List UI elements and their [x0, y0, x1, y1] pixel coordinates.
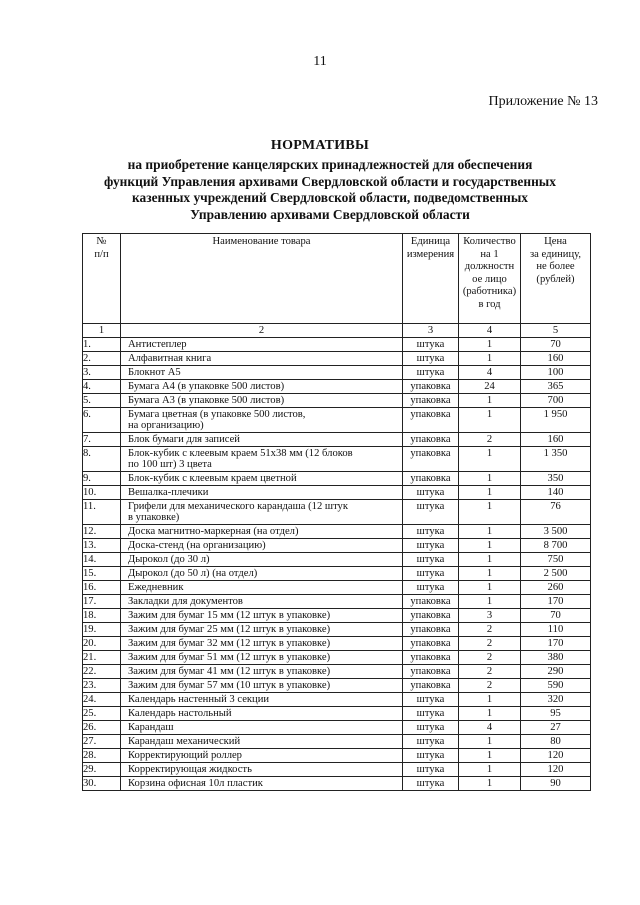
row-number: 17. [83, 595, 121, 609]
item-unit: штука [403, 777, 459, 791]
row-number: 16. [83, 581, 121, 595]
item-name: Бумага цветная (в упаковке 500 листов, на организацию) [121, 408, 403, 433]
table-row [83, 693, 591, 707]
header-name: Наименование товара [121, 234, 403, 324]
column-number: 1 [83, 324, 121, 338]
row-number: 5. [83, 394, 121, 408]
table-row [83, 749, 591, 763]
item-unit: штука [403, 763, 459, 777]
item-name: Блок бумаги для записей [121, 433, 403, 447]
item-name: Блок-кубик с клеевым краем цветной [121, 472, 403, 486]
item-name: Антистеплер [121, 338, 403, 352]
row-number: 8. [83, 447, 121, 472]
item-name: Карандаш механический [121, 735, 403, 749]
item-quantity: 2 [459, 665, 521, 679]
item-unit: штука [403, 553, 459, 567]
subtitle-line: функций Управления архивами Свердловской области и государственных [104, 173, 556, 189]
table-row [83, 338, 591, 352]
item-price: 70 [521, 338, 591, 352]
header-qty: Количество на 1 должностн ое лицо (работника) в год [459, 234, 521, 324]
item-price: 290 [521, 665, 591, 679]
row-number: 4. [83, 380, 121, 394]
item-quantity: 4 [459, 721, 521, 735]
item-unit: упаковка [403, 637, 459, 651]
table-row [83, 623, 591, 637]
item-price: 3 500 [521, 525, 591, 539]
item-unit: штука [403, 707, 459, 721]
item-name: Доска магнитно-маркерная (на отдел) [121, 525, 403, 539]
item-price: 160 [521, 433, 591, 447]
column-number: 5 [521, 324, 591, 338]
item-quantity: 1 [459, 500, 521, 525]
item-price: 380 [521, 651, 591, 665]
item-quantity: 3 [459, 609, 521, 623]
item-quantity: 1 [459, 352, 521, 366]
table-row [83, 651, 591, 665]
table-row [83, 486, 591, 500]
item-unit: штука [403, 581, 459, 595]
item-name: Блок-кубик с клеевым краем 51х38 мм (12 блоков по 100 шт) 3 цвета [121, 447, 403, 472]
item-price: 120 [521, 763, 591, 777]
table-row [83, 394, 591, 408]
item-name: Дырокол (до 50 л) (на отдел) [121, 567, 403, 581]
row-number: 14. [83, 553, 121, 567]
item-quantity: 1 [459, 567, 521, 581]
item-quantity: 1 [459, 525, 521, 539]
item-quantity: 1 [459, 777, 521, 791]
item-unit: штука [403, 721, 459, 735]
item-name: Зажим для бумаг 15 мм (12 штук в упаковке) [121, 609, 403, 623]
row-number: 10. [83, 486, 121, 500]
table-row [83, 380, 591, 394]
item-name: Грифели для механического карандаша (12 штук в упаковке) [121, 500, 403, 525]
item-price: 80 [521, 735, 591, 749]
item-unit: штука [403, 366, 459, 380]
item-name: Зажим для бумаг 57 мм (10 штук в упаковке) [121, 679, 403, 693]
row-number: 19. [83, 623, 121, 637]
item-quantity: 1 [459, 763, 521, 777]
table-row [83, 539, 591, 553]
item-unit: штука [403, 486, 459, 500]
item-quantity: 1 [459, 749, 521, 763]
item-name: Карандаш [121, 721, 403, 735]
item-unit: упаковка [403, 609, 459, 623]
row-number: 9. [83, 472, 121, 486]
item-unit: штука [403, 735, 459, 749]
row-number: 22. [83, 665, 121, 679]
item-name: Корректирующий роллер [121, 749, 403, 763]
row-number: 20. [83, 637, 121, 651]
document-subtitle [60, 157, 600, 223]
subtitle-line: Управлению архивами Свердловской области [190, 206, 470, 222]
item-unit: штука [403, 567, 459, 581]
item-unit: штука [403, 338, 459, 352]
row-number: 11. [83, 500, 121, 525]
item-quantity: 2 [459, 651, 521, 665]
table-row [83, 408, 591, 433]
item-quantity: 2 [459, 679, 521, 693]
item-price: 100 [521, 366, 591, 380]
item-price: 350 [521, 472, 591, 486]
row-number: 27. [83, 735, 121, 749]
item-name: Зажим для бумаг 32 мм (12 штук в упаковке) [121, 637, 403, 651]
row-number: 1. [83, 338, 121, 352]
item-price: 27 [521, 721, 591, 735]
item-unit: упаковка [403, 447, 459, 472]
table-body [83, 338, 591, 791]
item-price: 260 [521, 581, 591, 595]
item-name: Корректирующая жидкость [121, 763, 403, 777]
row-number: 25. [83, 707, 121, 721]
item-price: 700 [521, 394, 591, 408]
item-quantity: 1 [459, 472, 521, 486]
row-number: 26. [83, 721, 121, 735]
item-price: 8 700 [521, 539, 591, 553]
row-number: 18. [83, 609, 121, 623]
item-price: 170 [521, 637, 591, 651]
column-number-row [83, 324, 591, 338]
item-quantity: 24 [459, 380, 521, 394]
item-quantity: 2 [459, 623, 521, 637]
row-number: 30. [83, 777, 121, 791]
table-row [83, 721, 591, 735]
item-price: 750 [521, 553, 591, 567]
table-row [83, 366, 591, 380]
subtitle-line: на приобретение канцелярских принадлежностей для обеспечения [127, 157, 533, 172]
item-unit: упаковка [403, 394, 459, 408]
subtitle-line: казенных учреждений Свердловской области, подведомственных [131, 190, 529, 205]
row-number: 7. [83, 433, 121, 447]
item-price: 1 350 [521, 447, 591, 472]
document-title: НОРМАТИВЫ [270, 138, 370, 153]
item-unit: упаковка [403, 380, 459, 394]
item-price: 1 950 [521, 408, 591, 433]
table-row [83, 500, 591, 525]
item-quantity: 1 [459, 693, 521, 707]
item-name: Календарь настольный [121, 707, 403, 721]
item-quantity: 1 [459, 595, 521, 609]
item-unit: упаковка [403, 433, 459, 447]
item-quantity: 1 [459, 447, 521, 472]
item-quantity: 1 [459, 735, 521, 749]
table-row [83, 447, 591, 472]
item-quantity: 1 [459, 553, 521, 567]
row-number: 15. [83, 567, 121, 581]
column-number: 2 [121, 324, 403, 338]
row-number: 23. [83, 679, 121, 693]
item-name: Зажим для бумаг 25 мм (12 штук в упаковке) [121, 623, 403, 637]
table-row [83, 735, 591, 749]
item-name: Блокнот А5 [121, 366, 403, 380]
item-price: 110 [521, 623, 591, 637]
item-price: 70 [521, 609, 591, 623]
item-price: 95 [521, 707, 591, 721]
item-name: Вешалка-плечики [121, 486, 403, 500]
item-unit: упаковка [403, 651, 459, 665]
table-row [83, 763, 591, 777]
item-unit: упаковка [403, 595, 459, 609]
item-price: 160 [521, 352, 591, 366]
item-unit: штука [403, 500, 459, 525]
table-row [83, 637, 591, 651]
item-unit: штука [403, 352, 459, 366]
item-name: Бумага А3 (в упаковке 500 листов) [121, 394, 403, 408]
row-number: 24. [83, 693, 121, 707]
item-quantity: 1 [459, 486, 521, 500]
item-unit: штука [403, 749, 459, 763]
table-row [83, 433, 591, 447]
column-number: 4 [459, 324, 521, 338]
table-row [83, 777, 591, 791]
table-row [83, 352, 591, 366]
item-price: 365 [521, 380, 591, 394]
column-number: 3 [403, 324, 459, 338]
item-name: Календарь настенный 3 секции [121, 693, 403, 707]
row-number: 21. [83, 651, 121, 665]
item-name: Зажим для бумаг 41 мм (12 штук в упаковке) [121, 665, 403, 679]
item-name: Корзина офисная 10л пластик [121, 777, 403, 791]
row-number: 3. [83, 366, 121, 380]
item-name: Бумага А4 (в упаковке 500 листов) [121, 380, 403, 394]
table-row [83, 707, 591, 721]
item-name: Доска-стенд (на организацию) [121, 539, 403, 553]
item-name: Дырокол (до 30 л) [121, 553, 403, 567]
row-number: 28. [83, 749, 121, 763]
page-number: 11 [313, 54, 327, 69]
row-number: 12. [83, 525, 121, 539]
header-num: № п/п [83, 234, 121, 324]
row-number: 6. [83, 408, 121, 433]
table-row [83, 595, 591, 609]
item-quantity: 1 [459, 581, 521, 595]
item-name: Алфавитная книга [121, 352, 403, 366]
item-price: 590 [521, 679, 591, 693]
item-price: 2 500 [521, 567, 591, 581]
item-name: Закладки для документов [121, 595, 403, 609]
item-quantity: 1 [459, 338, 521, 352]
item-quantity: 2 [459, 637, 521, 651]
item-unit: упаковка [403, 408, 459, 433]
item-quantity: 1 [459, 707, 521, 721]
table-row [83, 472, 591, 486]
table-row [83, 567, 591, 581]
table-row [83, 581, 591, 595]
header-unit: Единица измерения [403, 234, 459, 324]
appendix-label: Приложение № 13 [488, 94, 598, 109]
table-row [83, 665, 591, 679]
item-price: 76 [521, 500, 591, 525]
norms-table [82, 233, 591, 791]
item-quantity: 2 [459, 433, 521, 447]
item-unit: упаковка [403, 665, 459, 679]
item-unit: штука [403, 539, 459, 553]
item-unit: упаковка [403, 472, 459, 486]
header-price: Цена за единицу, не более (рублей) [521, 234, 591, 324]
item-price: 120 [521, 749, 591, 763]
table-row [83, 525, 591, 539]
row-number: 13. [83, 539, 121, 553]
table-row [83, 553, 591, 567]
item-quantity: 1 [459, 394, 521, 408]
item-unit: упаковка [403, 623, 459, 637]
item-price: 90 [521, 777, 591, 791]
item-price: 320 [521, 693, 591, 707]
item-unit: штука [403, 693, 459, 707]
row-number: 2. [83, 352, 121, 366]
item-price: 140 [521, 486, 591, 500]
item-name: Зажим для бумаг 51 мм (12 штук в упаковке) [121, 651, 403, 665]
item-quantity: 1 [459, 408, 521, 433]
item-price: 170 [521, 595, 591, 609]
row-number: 29. [83, 763, 121, 777]
item-name: Ежедневник [121, 581, 403, 595]
item-quantity: 4 [459, 366, 521, 380]
table-row [83, 679, 591, 693]
table-row [83, 609, 591, 623]
item-quantity: 1 [459, 539, 521, 553]
item-unit: штука [403, 525, 459, 539]
item-unit: упаковка [403, 679, 459, 693]
table-header-row [83, 234, 591, 324]
